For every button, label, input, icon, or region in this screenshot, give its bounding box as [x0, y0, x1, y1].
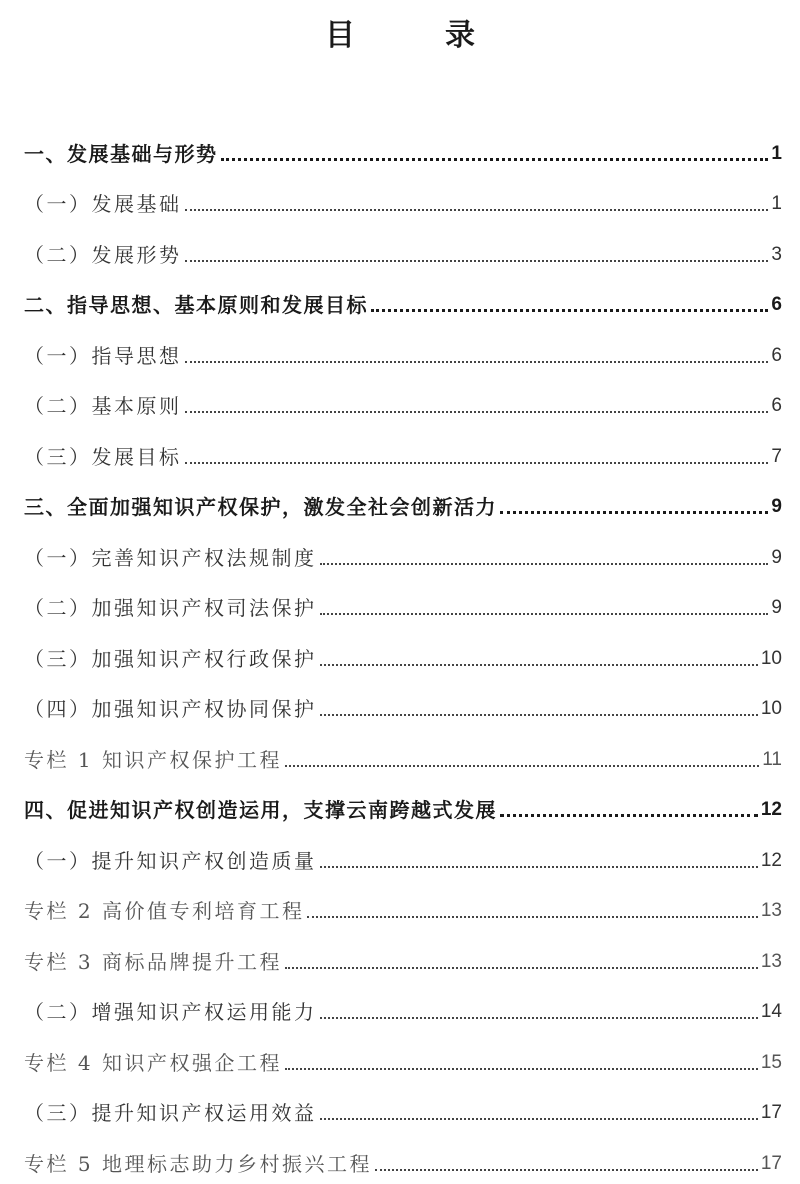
toc-page-number: 9: [771, 546, 782, 568]
toc-entry[interactable]: [24, 318, 782, 369]
dot-leader: [371, 309, 768, 312]
toc-entry[interactable]: [24, 217, 782, 268]
toc-entry[interactable]: [24, 520, 782, 571]
toc-entry[interactable]: [24, 1126, 782, 1177]
dot-leader: [185, 209, 769, 211]
toc-entry[interactable]: [24, 167, 782, 218]
dot-leader: [320, 563, 769, 565]
toc-entry-title: （二）增强知识产权运用能力: [24, 1000, 317, 1024]
toc-entry-title: （三）加强知识产权行政保护: [24, 646, 317, 671]
toc-page-number: 6: [771, 395, 782, 416]
toc-entry[interactable]: [24, 975, 782, 1026]
toc-entry[interactable]: [24, 419, 782, 470]
dot-leader: [320, 1017, 758, 1019]
dot-leader: [500, 814, 758, 817]
page-title: 目 录: [325, 18, 505, 53]
dot-leader: [500, 511, 768, 514]
toc-entry[interactable]: [24, 672, 782, 723]
dot-leader: [185, 361, 769, 363]
toc-entry-title: 专栏 1 知识产权保护工程: [24, 747, 282, 772]
toc-entry[interactable]: [24, 116, 782, 167]
toc-entry-title: （一）指导思想: [24, 343, 182, 368]
toc-page-number: 12: [760, 849, 782, 871]
toc-page-number: 15: [760, 1051, 782, 1073]
toc-entry[interactable]: [24, 571, 782, 622]
dot-leader: [221, 158, 769, 161]
toc-entry[interactable]: [24, 823, 782, 874]
toc-entry-title: （一）发展基础: [24, 192, 182, 216]
toc-entry[interactable]: [24, 722, 782, 773]
dot-leader: [320, 613, 769, 615]
toc-entry[interactable]: [24, 621, 782, 672]
dot-leader: [320, 714, 758, 716]
toc-entry-title: 专栏 3 商标品牌提升工程: [24, 949, 282, 974]
toc-page-number: 9: [771, 496, 782, 517]
toc-entry-title: （二）发展形势: [24, 242, 182, 267]
toc-page-number: 17: [760, 1152, 782, 1174]
toc-page-number: 3: [771, 243, 782, 265]
toc-page-number: 14: [760, 1001, 782, 1022]
dot-leader: [185, 411, 769, 413]
toc-page-number: 9: [771, 597, 782, 618]
dot-leader: [320, 664, 758, 666]
toc-entry-title: 四、促进知识产权创造运用，支撑云南跨越式发展: [24, 798, 497, 822]
toc-list: [24, 116, 782, 1177]
toc-entry-title: （一）提升知识产权创造质量: [24, 848, 317, 873]
toc-entry[interactable]: [24, 369, 782, 420]
toc-entry-title: 三、全面加强知识产权保护，激发全社会创新活力: [24, 495, 497, 519]
toc-page-number: 13: [760, 900, 782, 921]
toc-entry[interactable]: [24, 1025, 782, 1076]
toc-page-number: 6: [771, 344, 782, 366]
toc-page-number: 17: [760, 1102, 782, 1123]
dot-leader: [320, 1118, 758, 1120]
toc-entry-title: （三）发展目标: [24, 444, 182, 469]
toc-entry-title: （一）完善知识产权法规制度: [24, 545, 317, 570]
toc-entry-title: 专栏 5 地理标志助力乡村振兴工程: [24, 1151, 372, 1176]
toc-entry-title: （二）基本原则: [24, 394, 182, 418]
toc-entry-title: 专栏 4 知识产权强企工程: [24, 1050, 282, 1075]
toc-page-number: 11: [762, 748, 782, 770]
dot-leader: [285, 967, 758, 969]
toc-entry-title: 一、发展基础与形势: [24, 141, 218, 166]
toc-entry-title: （四）加强知识产权协同保护: [24, 697, 317, 721]
toc-entry[interactable]: [24, 1076, 782, 1127]
toc-entry-title: 二、指导思想、基本原则和发展目标: [24, 293, 368, 317]
dot-leader: [285, 1068, 758, 1070]
toc-page-number: 10: [760, 647, 782, 669]
dot-leader: [285, 765, 759, 767]
toc-entry[interactable]: [24, 773, 782, 824]
toc-entry-title: （三）提升知识产权运用效益: [24, 1101, 317, 1125]
toc-entry[interactable]: [24, 874, 782, 925]
dot-leader: [375, 1169, 758, 1171]
toc-entry[interactable]: [24, 268, 782, 319]
dot-leader: [185, 462, 769, 464]
dot-leader: [307, 916, 757, 918]
dot-leader: [320, 866, 758, 868]
toc-page-number: 6: [771, 294, 782, 315]
toc-entry-title: （二）加强知识产权司法保护: [24, 596, 317, 620]
dot-leader: [185, 260, 769, 262]
toc-page-number: 10: [760, 698, 782, 719]
toc-entry[interactable]: [24, 470, 782, 521]
toc-entry-title: 专栏 2 高价值专利培育工程: [24, 899, 305, 923]
toc-entry[interactable]: [24, 924, 782, 975]
toc-page-number: 12: [760, 799, 782, 820]
toc-page-number: 1: [771, 142, 782, 164]
toc-page-number: 1: [771, 193, 782, 214]
toc-page-number: 7: [771, 445, 782, 467]
toc-page-number: 13: [760, 950, 782, 972]
